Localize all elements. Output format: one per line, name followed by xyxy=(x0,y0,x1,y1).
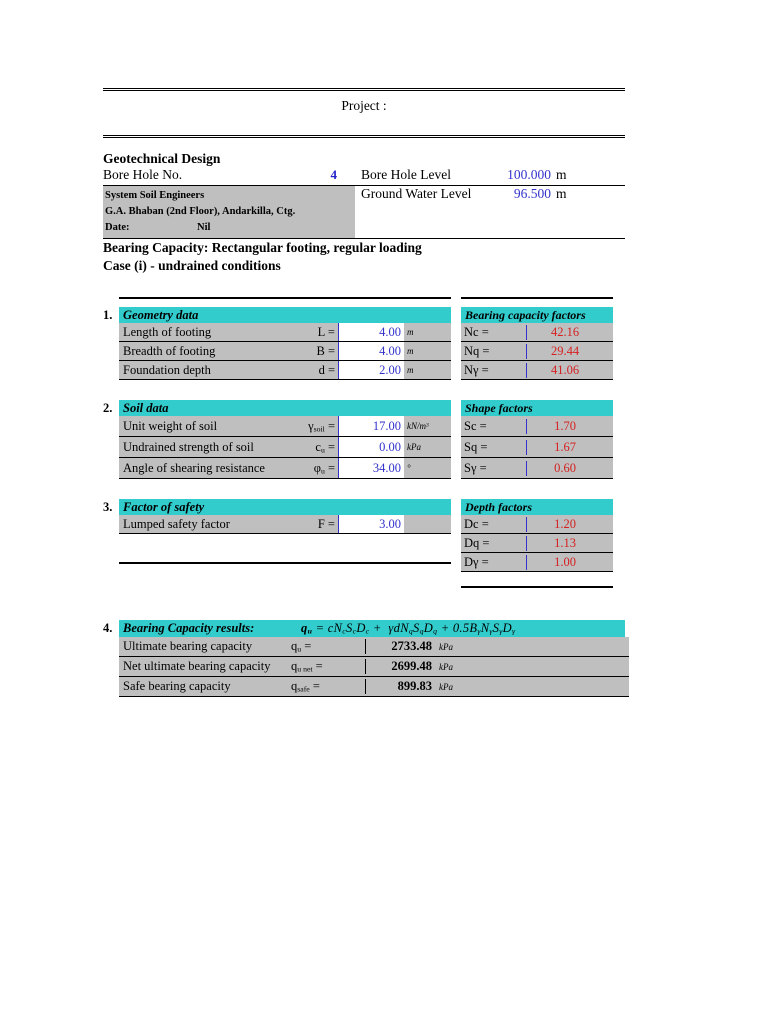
geometry-row-2-label: Foundation depth xyxy=(123,362,211,377)
undrained-strength-symbol: $c_u$ = xyxy=(315,439,335,455)
sc-value: 1.70 xyxy=(526,419,613,434)
nc-value: 42.16 xyxy=(526,325,613,340)
undrained-strength-input[interactable]: 0.00 xyxy=(338,437,404,457)
safety-block xyxy=(103,499,451,534)
soil-block xyxy=(103,400,451,479)
results-number: 4. xyxy=(103,621,113,635)
safe-capacity-label: Safe bearing capacity xyxy=(123,679,231,693)
geometry-header xyxy=(103,307,451,323)
ground-water-level-label: Ground Water Level xyxy=(361,186,472,201)
table-row xyxy=(119,677,629,697)
input-column xyxy=(103,297,451,608)
bearing-factors-table xyxy=(461,323,613,380)
calculation-body xyxy=(103,297,625,608)
geometry-number: 1. xyxy=(103,307,113,322)
ultimate-capacity-label: Ultimate bearing capacity xyxy=(123,639,253,653)
safety-row-0-label: Lumped safety factor xyxy=(123,516,230,531)
company-address: G.A. Bhaban (2nd Floor), Andarkilla, Ctg. xyxy=(105,206,296,217)
table-row xyxy=(119,437,451,458)
project-title: Project : xyxy=(341,98,387,113)
geometry-row-2-unit: m xyxy=(407,365,414,375)
results-title-band xyxy=(119,620,625,637)
soil-row-1-unit: kPa xyxy=(407,442,421,452)
geometry-row-0-unit: m xyxy=(407,327,414,337)
analysis-title-line2: Case (i) - undrained conditions xyxy=(103,258,281,273)
soil-row-0-label: Unit weight of soil xyxy=(123,418,218,433)
soil-title: Soil data xyxy=(119,400,451,416)
company-name: System Soil Engineers xyxy=(105,190,205,201)
table-row xyxy=(461,458,613,479)
safe-capacity-value: 899.83 xyxy=(365,679,435,694)
borehole-no-row xyxy=(103,167,355,186)
geometry-top-rule xyxy=(119,297,451,299)
safe-capacity-unit: kPa xyxy=(439,681,453,692)
soil-row-2-unit: ° xyxy=(407,463,411,473)
dgamma-value: 1.00 xyxy=(526,555,613,570)
right-column-bottom-rule xyxy=(461,586,613,588)
borehole-level-row xyxy=(355,167,625,186)
results-title: Bearing Capacity results: xyxy=(123,621,255,635)
borehole-level-value[interactable]: 100.000 xyxy=(507,167,551,182)
company-address-box xyxy=(103,186,355,238)
analysis-title-line1: Bearing Capacity: Rectangular footing, regular loading xyxy=(103,240,422,255)
nq-label: Nq = xyxy=(464,343,490,358)
soil-table xyxy=(119,416,451,479)
net-ultimate-capacity-label: Net ultimate bearing capacity xyxy=(123,659,271,673)
sq-label: Sq = xyxy=(464,439,488,454)
bearing-factors-title: Bearing capacity factors xyxy=(461,307,613,323)
depth-factors-block xyxy=(461,499,625,588)
geometry-row-1-label: Breadth of footing xyxy=(123,343,216,358)
ground-water-level-row xyxy=(355,186,625,204)
nq-value: 29.44 xyxy=(526,344,613,359)
geometry-title: Geometry data xyxy=(119,307,451,323)
geometry-block xyxy=(103,297,451,380)
safety-table xyxy=(119,515,451,534)
factors-column xyxy=(461,297,625,608)
left-column-bottom-rule xyxy=(119,562,451,564)
unit-weight-input[interactable]: 17.00 xyxy=(338,416,404,436)
soil-number: 2. xyxy=(103,400,113,415)
soil-row-1-label: Undrained strength of soil xyxy=(123,439,254,454)
foundation-depth-input[interactable]: 2.00 xyxy=(338,361,404,379)
safety-row-0-symbol: F = xyxy=(317,516,335,531)
safety-header xyxy=(103,499,451,515)
results-table xyxy=(119,637,629,697)
table-row xyxy=(461,323,613,342)
ultimate-capacity-symbol: $q_u$ = xyxy=(291,639,312,654)
top-margin xyxy=(103,0,625,88)
breadth-of-footing-input[interactable]: 4.00 xyxy=(338,342,404,360)
net-ultimate-capacity-unit: kPa xyxy=(439,661,453,672)
borehole-level-label: Bore Hole Level xyxy=(361,167,451,182)
table-row xyxy=(119,361,451,380)
dq-value: 1.13 xyxy=(526,536,613,551)
table-row xyxy=(119,637,629,657)
depth-factors-table xyxy=(461,515,613,572)
net-ultimate-capacity-symbol: $q_{u net}$ = xyxy=(291,659,323,674)
table-row xyxy=(119,416,451,437)
geometry-row-1-unit: m xyxy=(407,346,414,356)
header-gap xyxy=(103,121,625,135)
borehole-no-value[interactable]: 4 xyxy=(330,167,337,182)
depth-factors-title: Depth factors xyxy=(461,499,613,515)
soil-row-0-unit: $kN/m^3$ xyxy=(407,421,429,431)
table-row xyxy=(461,515,613,534)
shape-factors-block xyxy=(461,400,625,479)
sc-label: Sc = xyxy=(464,418,487,433)
unit-weight-symbol: $\gamma_{soil}$ = xyxy=(308,418,335,434)
dc-label: Dc = xyxy=(464,516,489,531)
geometry-row-1-symbol: B = xyxy=(316,343,335,358)
bearing-capacity-formula: $q_u = cN_cS_cD_c + \gamma dN_qS_qD_q + 0.5B_\gamma N_\gamma S_\gamma D_\gamma$ xyxy=(301,621,516,636)
bearing-factors-block xyxy=(461,297,625,380)
sgamma-value: 0.60 xyxy=(526,461,613,476)
document-page xyxy=(103,0,625,697)
dc-value: 1.20 xyxy=(526,517,613,532)
column-spacer xyxy=(451,297,461,608)
date-value[interactable]: Nil xyxy=(197,222,211,233)
borehole-left-column xyxy=(103,167,355,238)
borehole-level-unit: m xyxy=(556,167,567,182)
table-row xyxy=(461,534,613,553)
safe-capacity-symbol: $q_{safe}$ = xyxy=(291,679,320,694)
table-row xyxy=(461,553,613,572)
dq-label: Dq = xyxy=(464,535,490,550)
geometry-row-0-symbol: L = xyxy=(317,324,335,339)
sq-value: 1.67 xyxy=(526,440,613,455)
shape-factors-title: Shape factors xyxy=(461,400,613,416)
date-label: Date: xyxy=(105,222,130,233)
date-row xyxy=(105,220,355,236)
borehole-info-grid xyxy=(103,167,625,238)
soil-header xyxy=(103,400,451,416)
table-row xyxy=(461,437,613,458)
table-row xyxy=(461,361,613,380)
geometry-table xyxy=(119,323,451,380)
lumped-safety-factor-input[interactable]: 3.00 xyxy=(338,515,404,533)
bearing-factors-top-rule xyxy=(461,297,613,299)
table-row xyxy=(119,458,451,479)
ultimate-capacity-value: 2733.48 xyxy=(365,639,435,654)
ngamma-label: Nγ = xyxy=(464,362,489,377)
shearing-angle-input[interactable]: 34.00 xyxy=(338,458,404,478)
results-block xyxy=(103,620,625,697)
ground-water-level-value[interactable]: 96.500 xyxy=(513,186,551,201)
table-row xyxy=(119,657,629,677)
borehole-right-column xyxy=(355,167,625,238)
geometry-row-0-label: Length of footing xyxy=(123,324,212,339)
table-row xyxy=(461,416,613,437)
table-row xyxy=(119,323,451,342)
net-ultimate-capacity-value: 2699.48 xyxy=(365,659,435,674)
safety-number: 3. xyxy=(103,499,113,514)
shearing-angle-symbol: $\varphi_u$ = xyxy=(313,460,335,476)
ngamma-value: 41.06 xyxy=(526,363,613,378)
table-row xyxy=(119,515,451,534)
ultimate-capacity-unit: kPa xyxy=(439,641,453,652)
borehole-no-label: Bore Hole No. xyxy=(103,167,183,182)
ground-water-level-unit: m xyxy=(556,186,567,201)
table-row xyxy=(119,342,451,361)
safety-title: Factor of safety xyxy=(119,499,451,515)
length-of-footing-input[interactable]: 4.00 xyxy=(338,323,404,341)
dgamma-label: Dγ = xyxy=(464,554,489,569)
geometry-row-2-symbol: d = xyxy=(318,362,335,377)
soil-row-2-label: Angle of shearing resistance xyxy=(123,460,265,475)
sgamma-label: Sγ = xyxy=(464,460,487,475)
geotechnical-design-heading: Geotechnical Design xyxy=(103,151,221,166)
table-row xyxy=(461,342,613,361)
results-header xyxy=(103,620,625,637)
nc-label: Nc = xyxy=(464,324,489,339)
shape-factors-table xyxy=(461,416,613,479)
